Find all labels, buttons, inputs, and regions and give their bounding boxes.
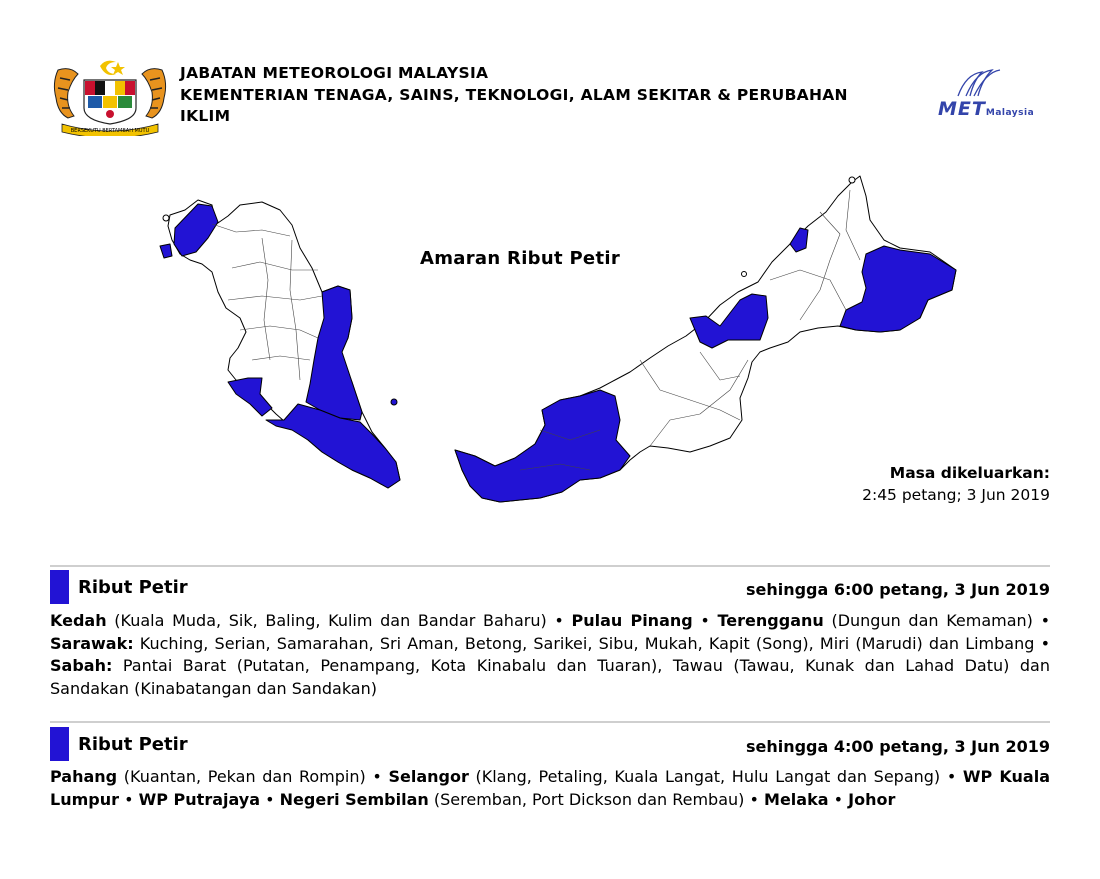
region-detail: •	[692, 611, 718, 630]
region-detail: Kuching, Serian, Samarahan, Sri Aman, Betong, Sarikei, Sibu, Mukah, Kapit (Song), Miri (Marudi) dan Limbang •	[133, 633, 1050, 653]
ministry-name-line1: KEMENTERIAN TENAGA, SAINS, TEKNOLOGI, ALAM SEKITAR & PERUBAHAN	[180, 85, 848, 104]
section-title: Ribut Petir	[78, 734, 188, 755]
crest-motto: BERSEKUTU BERTAMBAH MUTU	[70, 128, 150, 134]
region-name: WP Putrajaya	[138, 789, 261, 809]
region-name: Sabah:	[50, 656, 113, 675]
issued-label: Masa dikeluarkan:	[889, 464, 1050, 482]
malaysia-wordmark: Malaysia	[985, 108, 1035, 118]
section-marker	[50, 727, 69, 761]
region-name: Kedah	[50, 611, 107, 630]
section-valid-until: sehingga 6:00 petang, 3 Jun 2019	[745, 580, 1050, 599]
region-name: Johor	[848, 789, 896, 809]
issued-value: 2:45 petang; 3 Jun 2019	[862, 486, 1050, 504]
island-banggi	[849, 177, 855, 183]
region-pulau-pinang	[160, 244, 172, 258]
section-valid-until: sehingga 4:00 petang, 3 Jun 2019	[745, 737, 1050, 756]
map-title: Amaran Ribut Petir	[420, 248, 620, 269]
region-name: Selangor	[388, 767, 469, 786]
agency-name: JABATAN METEOROLOGI MALAYSIA	[180, 64, 489, 82]
region-name: Pulau Pinang	[571, 611, 693, 630]
issued-time	[862, 462, 1050, 506]
island-tioman	[391, 399, 397, 405]
section-areas	[50, 610, 1050, 700]
region-detail: (Seremban, Port Dickson dan Rembau) •	[428, 789, 765, 809]
region-detail: (Dungun dan Kemaman) •	[823, 611, 1051, 630]
region-name: Negeri Sembilan	[279, 789, 429, 809]
region-name: Pahang	[50, 767, 118, 786]
region-detail: •	[828, 789, 849, 809]
section-divider	[50, 721, 1050, 723]
section-marker	[50, 570, 69, 604]
region-detail: (Kuala Muda, Sik, Baling, Kulim dan Bandar Baharu) •	[106, 611, 572, 630]
region-detail: Pantai Barat (Putatan, Penampang, Kota Kinabalu dan Tuaran), Tawau (Tawau, Kunak dan Lahad Datu) dan Sandakan (Kinabatangan dan Sandakan)	[50, 656, 1050, 698]
region-detail: (Klang, Petaling, Kuala Langat, Hulu Langat dan Sepang) •	[468, 767, 963, 786]
ministry-name-line2: IKLIM	[180, 107, 231, 125]
region-sabah-west-coast	[790, 228, 808, 252]
island-labuan	[742, 272, 747, 277]
section-divider	[50, 565, 1050, 567]
region-detail: •	[260, 789, 280, 809]
region-name: Melaka	[764, 789, 829, 809]
section-areas	[50, 766, 1050, 811]
met-wordmark: MET	[938, 98, 986, 120]
island-langkawi	[163, 215, 169, 221]
region-detail: (Kuantan, Pekan dan Rompin) •	[117, 767, 389, 786]
region-sarawak-west	[455, 390, 630, 502]
region-name: Sarawak:	[50, 633, 134, 653]
section-title: Ribut Petir	[78, 577, 188, 598]
region-detail: •	[119, 789, 139, 809]
region-name: Terengganu	[717, 611, 824, 630]
region-name: WP Kuala Lumpur	[50, 767, 1050, 809]
